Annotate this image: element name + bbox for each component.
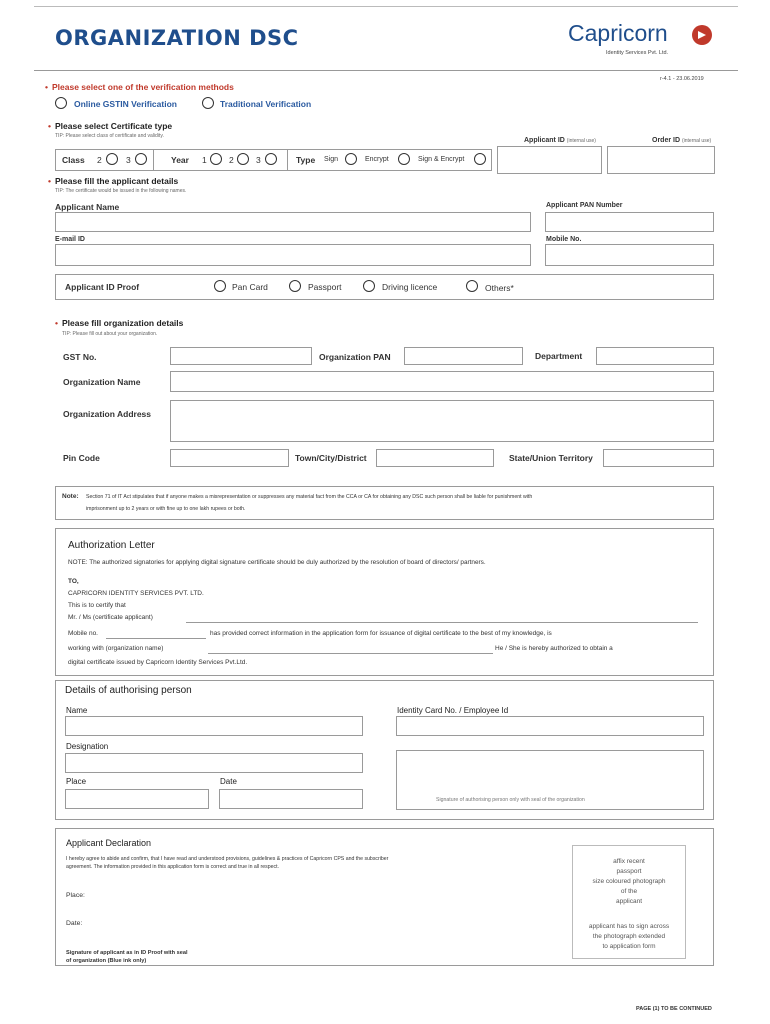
applicant-id-label: Applicant ID (internal use) [524,137,596,144]
authorization-mobile-no: Mobile no. [68,630,98,637]
applicant-id-field[interactable] [497,146,602,174]
state-label: State/Union Territory [509,453,593,463]
email-field[interactable] [55,244,531,266]
applicant-tip: TIP: The certificate would be issued in the following names. [55,188,187,194]
others-radio[interactable] [466,280,478,292]
page-footer: PAGE (1) TO BE CONTINUED [636,1006,712,1012]
photo-line-1: affix recent [613,858,645,865]
organization-tip: TIP: Please fill out about your organization. [62,331,158,337]
auth-name-label: Name [66,706,88,715]
photo-sign-line-1: applicant has to sign across [588,923,670,930]
pan-card-radio[interactable] [214,280,226,292]
header-underline [34,70,738,71]
applicant-heading: • Please fill the applicant details [48,176,179,186]
organization-name-line[interactable] [208,653,493,654]
department-field[interactable] [596,347,714,365]
authorization-company: CAPRICORN IDENTITY SERVICES PVT. LTD. [68,590,204,597]
online-gstin-radio[interactable] [55,97,67,109]
year-2-label: 2 [229,155,234,165]
authorization-to: TO, [68,578,79,585]
year-1-radio[interactable] [210,153,222,165]
designation-field[interactable] [65,753,363,773]
order-id-label: Order ID (internal use) [652,137,712,144]
photo-instructions [572,857,686,907]
org-name-label: Organization Name [63,377,141,387]
passport-radio[interactable] [289,280,301,292]
class-divider [153,149,154,171]
designation-label: Designation [66,742,109,751]
mobile-field[interactable] [545,244,714,266]
driving-licence-radio[interactable] [363,280,375,292]
declaration-line1: I hereby agree to abide and confirm, that I have read and understood provisions, guidelines & practices of Capricorn CPS and the subscriber [66,856,389,862]
mobile-label: Mobile No. [546,236,582,243]
declaration-line2: agreement. The information provided in this application form is correct and true in all respect. [66,864,279,870]
authorization-mr-ms: Mr. / Ms (certificate applicant) [68,614,153,621]
certificate-tip: TIP: Please select class of certificate and validity. [55,133,164,139]
pan-card-label: Pan Card [232,282,268,292]
authorization-note: NOTE: The authorized signatories for applying digital signature certificate should be duly authorized by the resolution of board of directors/ partners. [68,559,486,566]
type-encrypt-label: Encrypt [365,156,389,163]
class-3-radio[interactable] [135,153,147,165]
authorization-mobile-text: has provided correct information in the application form for issuance of digital certificate to the best of my knowledge, is [210,630,552,637]
department-label: Department [535,351,583,361]
others-label: Others* [485,283,514,293]
authorization-title: Authorization Letter [68,540,155,551]
town-label: Town/City/District [295,453,367,463]
photo-line-5: applicant [615,898,643,905]
authorization-working-with: working with (organization name) [68,645,164,652]
pin-code-label: Pin Code [63,453,100,463]
authorising-person-title: Details of authorising person [65,685,192,696]
year-1-label: 1 [202,155,207,165]
place-field[interactable] [65,789,209,809]
authorization-certify: This is to certify that [68,602,126,609]
class-2-radio[interactable] [106,153,118,165]
date-label: Date [220,777,237,786]
class-label: Class [62,155,85,165]
auth-id-field[interactable] [396,716,704,736]
type-sign-radio[interactable] [345,153,357,165]
logo-mark-icon [692,25,712,45]
date-field[interactable] [219,789,363,809]
auth-name-field[interactable] [65,716,363,736]
applicant-name-label: Applicant Name [55,202,120,212]
town-field[interactable] [376,449,494,467]
photo-sign-instructions [572,922,686,952]
photo-sign-line-2: the photograph extended [592,933,666,940]
photo-sign-line-3: to application form [602,943,656,950]
place-label: Place [66,777,87,786]
organization-heading: • Please fill organization details [55,318,184,328]
top-rule [34,6,738,7]
photo-line-4: of the [620,888,638,895]
declaration-place-label: Place: [66,892,85,899]
version-label: r-4.1 - 23.06.2019 [660,76,704,82]
legal-note-label: Note: [62,493,79,500]
year-divider [287,149,288,171]
type-sign-label: Sign [324,156,339,163]
org-pan-label: Organization PAN [319,352,391,362]
applicant-pan-label: Applicant PAN Number [546,202,623,209]
photo-line-2: passport [616,868,642,875]
declaration-date-label: Date: [66,920,83,927]
mobile-no-line[interactable] [106,638,206,639]
photo-line-3: size coloured photograph [592,878,666,885]
pin-code-field[interactable] [170,449,289,467]
gst-label: GST No. [63,352,97,362]
state-field[interactable] [603,449,714,467]
authorization-issued-by: digital certificate issued by Capricorn Identity Services Pvt.Ltd. [68,659,248,666]
org-name-field[interactable] [170,371,714,392]
gst-field[interactable] [170,347,312,365]
verification-heading: • Please select one of the verification methods [45,82,234,92]
year-2-radio[interactable] [237,153,249,165]
class-2-label: 2 [97,155,102,165]
passport-label: Passport [308,282,342,292]
traditional-verification-radio[interactable] [202,97,214,109]
applicant-name-field[interactable] [55,212,531,232]
applicant-pan-field[interactable] [545,212,714,232]
declaration-signature-line1: Signature of applicant as in ID Proof with seal [66,950,188,956]
order-id-field[interactable] [607,146,715,174]
type-sign-encrypt-label: Sign & Encrypt [418,156,465,163]
type-label: Type [296,155,316,165]
traditional-verification-label: Traditional Verification [220,99,312,109]
online-gstin-label: Online GSTIN Verification [74,99,177,109]
declaration-title: Applicant Declaration [66,838,152,848]
declaration-signature-line2: of organization (Blue ink only) [66,958,147,964]
legal-note-line2: imprisonment up to 2 years or with fine up to one lakh rupees or both. [86,506,246,512]
page-title: ORGANIZATION DSC [55,26,299,50]
id-proof-label: Applicant ID Proof [65,282,140,292]
org-address-label: Organization Address [63,409,152,419]
legal-note-line1: Section 71 of IT Act stipulates that if anyone makes a misrepresentation or suppresses any material fact from the CCA or CA for obtaining any DSC such person shall be liable for punishment with [86,494,533,500]
year-label: Year [171,155,189,165]
signature-note: Signature of authorising person only with seal of the organization [436,797,585,803]
email-label: E-mail ID [55,236,85,243]
year-3-label: 3 [256,155,261,165]
logo-subtitle: Identity Services Pvt. Ltd. [606,50,669,56]
class-3-label: 3 [126,155,131,165]
applicant-name-line[interactable] [186,622,698,623]
authorization-authorized-text: He / She is hereby authorized to obtain a [495,645,613,652]
legal-note [55,486,714,520]
auth-id-label: Identity Card No. / Employee Id [397,706,509,715]
org-address-field[interactable] [170,400,714,442]
certificate-heading: • Please select Certificate type [48,121,173,131]
driving-licence-label: Driving licence [382,282,438,292]
logo-name: Capricorn [568,20,668,46]
org-pan-field[interactable] [404,347,523,365]
logo [568,20,718,60]
type-sign-encrypt-radio[interactable] [474,153,486,165]
year-3-radio[interactable] [265,153,277,165]
type-encrypt-radio[interactable] [398,153,410,165]
